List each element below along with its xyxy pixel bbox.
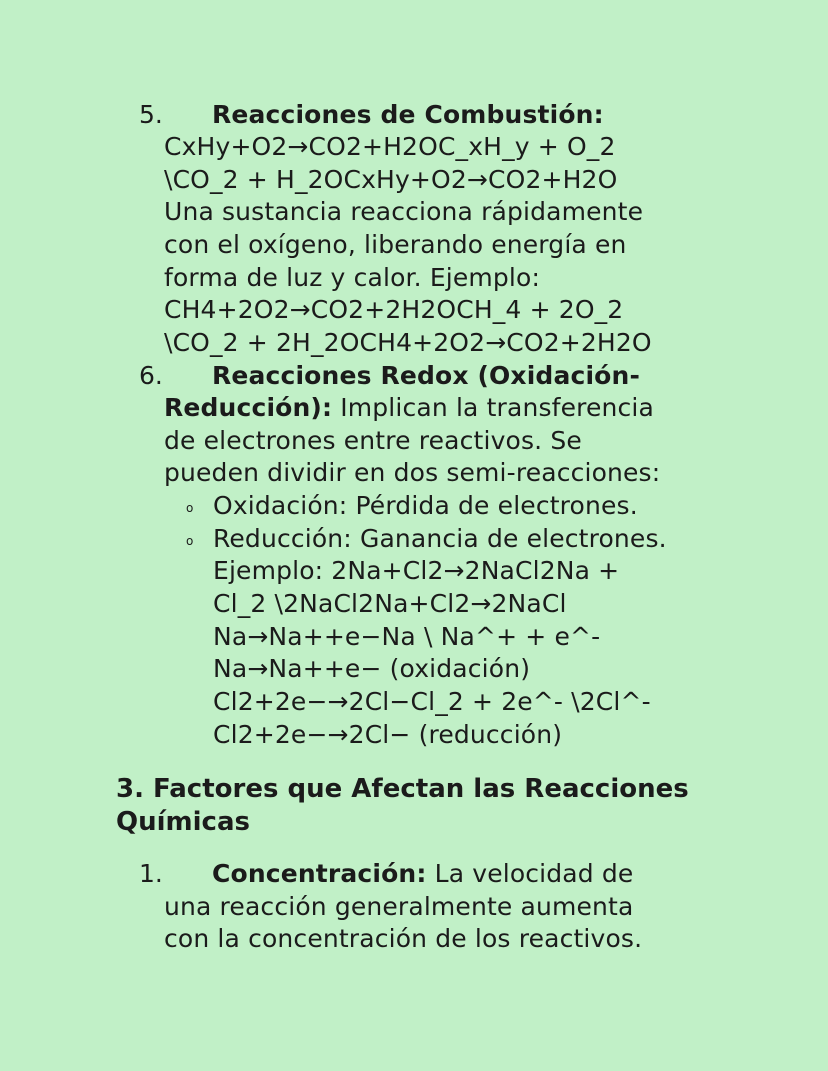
section-heading-continued: Químicas xyxy=(116,807,250,837)
example-line: Cl2+2e−→2Cl−Cl_2 + 2e^- \2Cl^- xyxy=(213,687,651,716)
text-line: pueden dividir en dos semi-reacciones: xyxy=(164,458,661,487)
text-line: \CO_2 + 2H_2OCH4+2O2→CO2+2H2O xyxy=(164,328,652,357)
section-heading: 3. Factores que Afectan las Reacciones xyxy=(116,774,689,804)
item-title: Reacciones de Combustión: xyxy=(212,100,604,129)
text-fragment: La velocidad de xyxy=(426,859,634,888)
bullet-text: Reducción: Ganancia de electrones. xyxy=(213,524,667,553)
item-title: Concentración: xyxy=(212,859,427,888)
text-line: forma de luz y calor. Ejemplo: xyxy=(164,263,541,292)
item-title: Reacciones Redox (Oxidación- xyxy=(212,361,640,390)
text-line: CxHy+O2→CO2+H2OC_xH_y + O_2 xyxy=(164,132,616,161)
text-line xyxy=(164,392,654,425)
text-line: Una sustancia reacciona rápidamente xyxy=(164,197,644,226)
list-number: 1. xyxy=(139,859,163,888)
text-line: una reacción generalmente aumenta xyxy=(164,892,634,921)
list-number: 5. xyxy=(139,100,163,129)
example-line: Ejemplo: 2Na+Cl2→2NaCl2Na + xyxy=(213,556,620,585)
text-fragment: Implican la transferencia xyxy=(332,393,654,422)
example-line: Cl_2 \2NaCl2Na+Cl2→2NaCl xyxy=(213,589,567,618)
text-line xyxy=(212,858,633,891)
example-line: Cl2+2e−→2Cl− (reducción) xyxy=(213,720,563,749)
bullet-text: Oxidación: Pérdida de electrones. xyxy=(213,491,638,520)
text-line: CH4+2O2→CO2+2H2OCH_4 + 2O_2 xyxy=(164,295,624,324)
text-line: de electrones entre reactivos. Se xyxy=(164,426,582,455)
item-title-continued: Reducción): xyxy=(164,393,333,422)
example-line: Na→Na++e− (oxidación) xyxy=(213,654,531,683)
list-number: 6. xyxy=(139,361,163,390)
text-line: \CO_2 + H_2OCxHy+O2→CO2+H2O xyxy=(164,165,618,194)
text-line: con el oxígeno, liberando energía en xyxy=(164,230,627,259)
text-line: con la concentración de los reactivos. xyxy=(164,924,643,953)
bullet-icon: o xyxy=(186,501,194,515)
bullet-icon: o xyxy=(186,534,194,548)
example-line: Na→Na++e−Na \ Na^+ + e^- xyxy=(213,622,601,651)
